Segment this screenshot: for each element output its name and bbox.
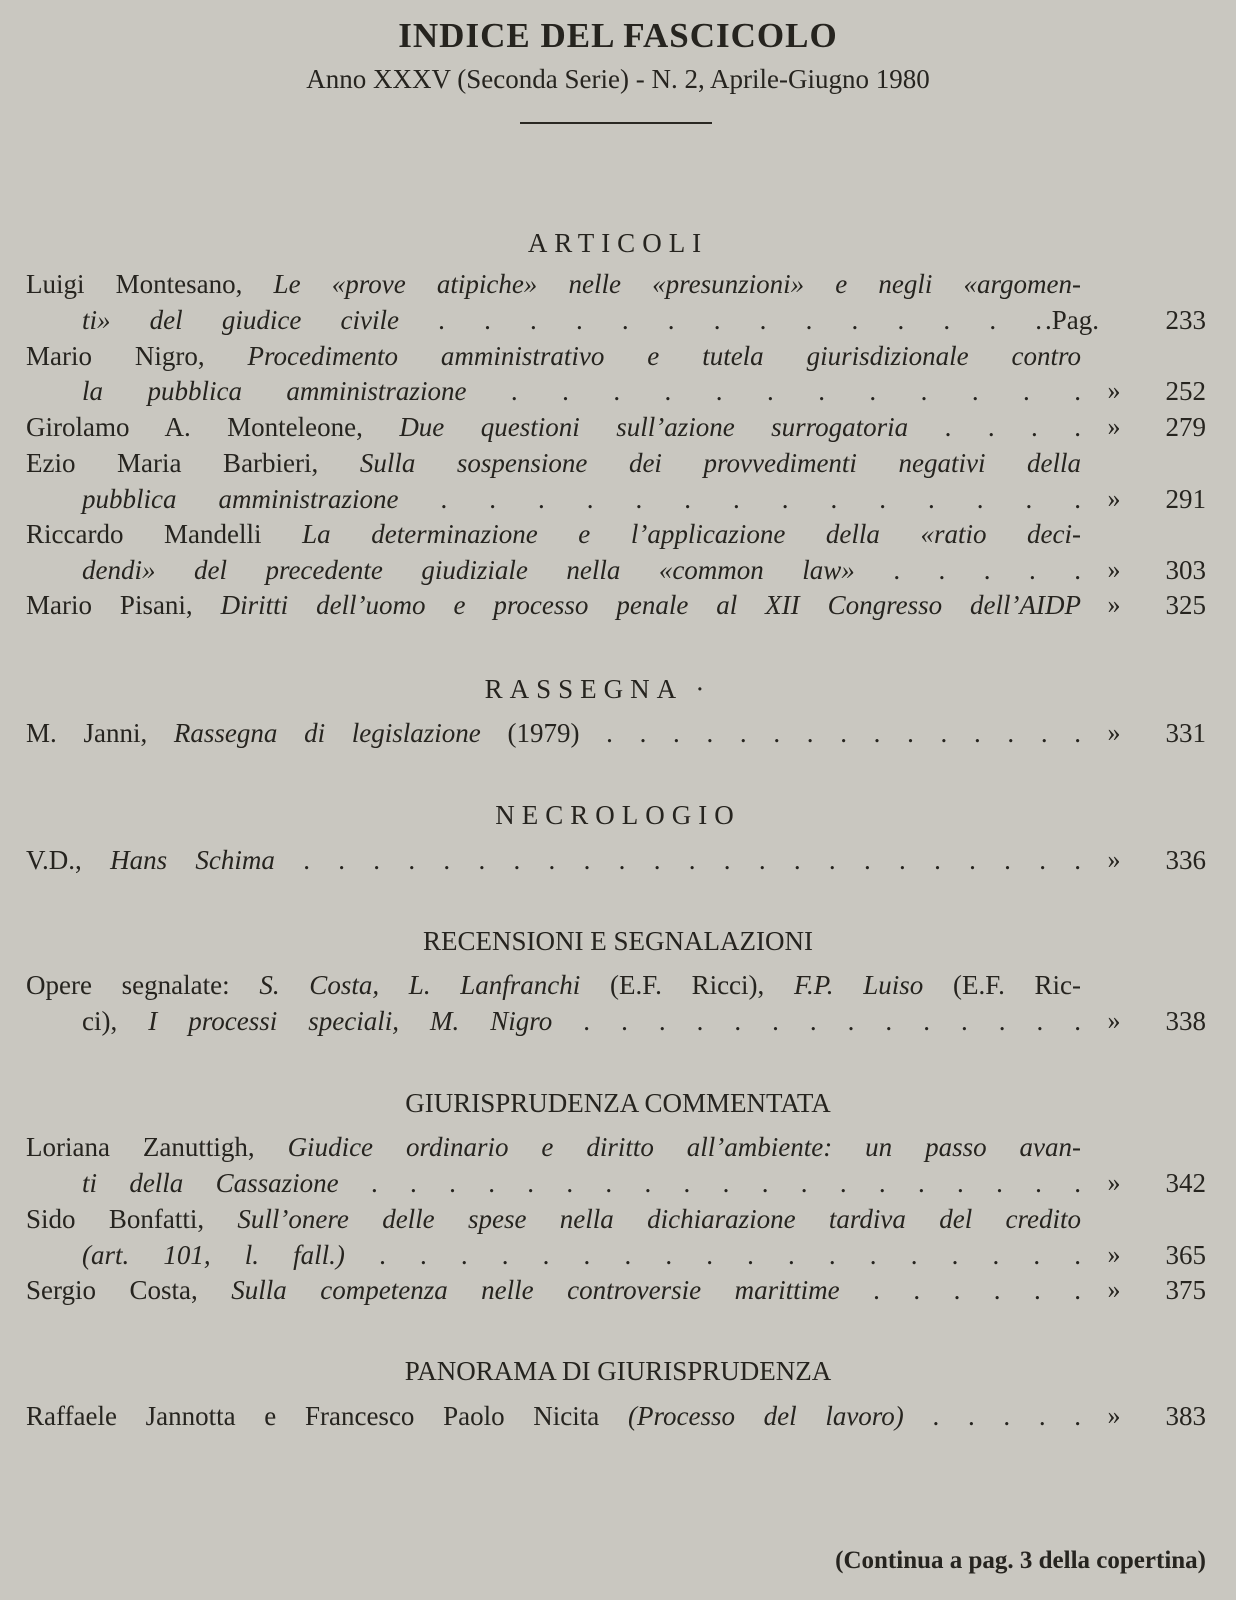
entry-reviewer: ci), [82,1006,118,1036]
entry-title-cont: ti» del giudice civile [82,305,399,335]
entry-author: Mario Pisani, [26,590,193,620]
entry-reviewer: (E.F. Ric- [953,970,1082,1000]
entry-line [26,718,1081,749]
leader-dots: . . . . . . . . . . . . . . [583,1006,1081,1036]
entry-line [82,1006,1081,1037]
leader-dots: . . . . . . . . . . . . [510,376,1082,406]
page-number: 291 [1165,484,1206,514]
ditto-mark: » [1107,1401,1121,1430]
entry-author: Ezio Maria Barbieri, [26,448,319,478]
entry-title: Sulla sospensione dei provvedimenti negativi della [359,448,1081,478]
entry-title-cont: pubblica amministrazione [82,484,399,514]
entry-title: I processi speciali, M. Nigro [148,1006,553,1036]
entry-line [26,590,1081,621]
entry-line [26,448,1081,479]
entry-title: Le «prove atipiche» nelle «presunzioni» e negli «argomen- [273,269,1082,299]
entry-line [26,845,1081,876]
entry-line [26,412,1081,443]
page-number: 303 [1165,555,1206,585]
page-number: 338 [1165,1006,1206,1036]
entry-author: Luigi Montesano, [26,269,243,299]
entry-title-cont: ti della Cassazione [82,1168,339,1198]
entry-author: Loriana Zanuttigh, [26,1132,255,1162]
entry-line [26,970,1081,1001]
continuation-note: (Continua a pag. 3 della copertina) [835,1547,1206,1574]
entry-title: Hans Schima [110,845,275,875]
entry-line [82,376,1081,407]
ditto-mark: » [1107,1168,1121,1197]
ditto-mark: » [1107,1275,1121,1304]
entry-author: F.P. Luiso [794,970,924,1000]
section-heading-necrologio: NECROLOGIO [495,800,741,830]
leader-dots: . . . . . . . . . . . . . . . . . . [379,1240,1082,1270]
ditto-mark: » [1107,376,1121,405]
entry-title-cont: dendi» del precedente giudiziale nella «common law» [82,555,855,585]
leader-dots: . . . . . . . . . . . . . . . [606,718,1082,748]
ditto-mark: » [1107,412,1121,441]
ditto-mark: » [1107,555,1121,584]
entry-author: L. Lanfranchi [408,970,581,1000]
entry-author: Mario Nigro, [26,341,205,371]
entry-title: Sull’onere delle spese nella dichiarazione tardiva del credito [237,1204,1081,1234]
leader-dots: . . . . . . . . . . . . . . . . . . . [370,1168,1082,1198]
entry-author: Sido Bonfatti, [26,1204,205,1234]
section-heading-rassegna: RASSEGNA · [484,674,712,704]
page-number: 252 [1165,376,1206,406]
page-number: 383 [1165,1401,1206,1431]
title-divider [520,122,712,124]
page-number: 365 [1165,1240,1206,1270]
entry-reviewer: (E.F. Ricci), [610,970,765,1000]
entry-line [82,1240,1081,1271]
leader-dots: . . . . . . . . . . . . . . . . . . . . . . . [303,845,1082,875]
entry-line [26,269,1081,300]
entry-title: Diritti dell’uomo e processo penale al XII Congresso dell’AIDP [220,590,1081,620]
entry-author: V.D., [26,845,82,875]
entry-title: Rassegna di legislazione [173,718,481,748]
entry-author: S. Costa, [259,970,380,1000]
entry-prefix: Opere segnalate: [26,970,230,1000]
entry-title: La determinazione e l’applicazione della «ratio deci- [302,519,1082,549]
issue-subtitle: Anno XXXV (Seconda Serie) - N. 2, Aprile-Giugno 1980 [306,64,930,94]
leader-dots: . . . . . [893,555,1082,585]
entry-title: (Processo del lavoro) [627,1401,904,1431]
entry-title: Due questioni sull’azione surrogatoria [399,412,909,442]
ditto-mark: » [1107,484,1121,513]
ditto-mark: » [1107,1006,1121,1035]
section-heading-recensioni: RECENSIONI E SEGNALAZIONI [423,926,813,956]
page-number: 279 [1165,412,1206,442]
entry-title: Giudice ordinario e diritto all’ambiente: un passo avan- [287,1132,1082,1162]
entry-title: Sulla competenza nelle controversie marittime [231,1275,840,1305]
page-number: 375 [1165,1275,1206,1305]
leader-dots: . . . . . [932,1401,1082,1431]
leader-dots: . . . . . . [873,1275,1082,1305]
entry-title-cont: (art. 101, l. fall.) [82,1240,345,1270]
ditto-mark: » [1107,845,1121,874]
page-title: INDICE DEL FASCICOLO [398,16,838,55]
entry-year: (1979) [507,718,580,748]
page-number: 331 [1165,718,1206,748]
entry-author: Sergio Costa, [26,1275,198,1305]
ditto-mark: » [1107,590,1121,619]
leader-dots: . . . . . . . . . . . . . . [440,484,1081,514]
page-prefix: .Pag. [1045,305,1099,335]
page-number: 233 [1165,305,1206,335]
entry-author: Girolamo A. Monteleone, [26,412,363,442]
page-number: 336 [1165,845,1206,875]
entry-line [82,555,1081,586]
entry-line [82,484,1081,515]
entry-author: Raffaele Jannotta e Francesco Paolo Nicita [26,1401,600,1431]
entry-line [26,341,1081,372]
entry-title-cont: la pubblica amministrazione [82,376,467,406]
entry-author: Riccardo Mandelli [26,519,262,549]
section-heading-giurisprudenza-commentata: GIURISPRUDENZA COMMENTATA [405,1088,831,1118]
entry-line [26,1401,1081,1432]
entry-line [82,1168,1081,1199]
ditto-mark: » [1107,718,1121,747]
page-number: 342 [1165,1168,1206,1198]
page-number: 325 [1165,590,1206,620]
ditto-mark: » [1107,1240,1121,1269]
entry-line [26,1132,1081,1163]
entry-title: Procedimento amministrativo e tutela giurisdizionale contro [247,341,1081,371]
entry-line [26,519,1081,550]
section-heading-articoli: ARTICOLI [527,228,709,258]
leader-dots: . . . . . . . . . . . . . . [438,305,1043,335]
entry-line [82,305,1042,336]
entry-line [26,1204,1081,1235]
leader-dots: . . . . [944,412,1081,442]
entry-author: M. Janni, [26,718,148,748]
entry-line [26,1275,1081,1306]
section-heading-panorama: PANORAMA DI GIURISPRUDENZA [404,1356,832,1386]
